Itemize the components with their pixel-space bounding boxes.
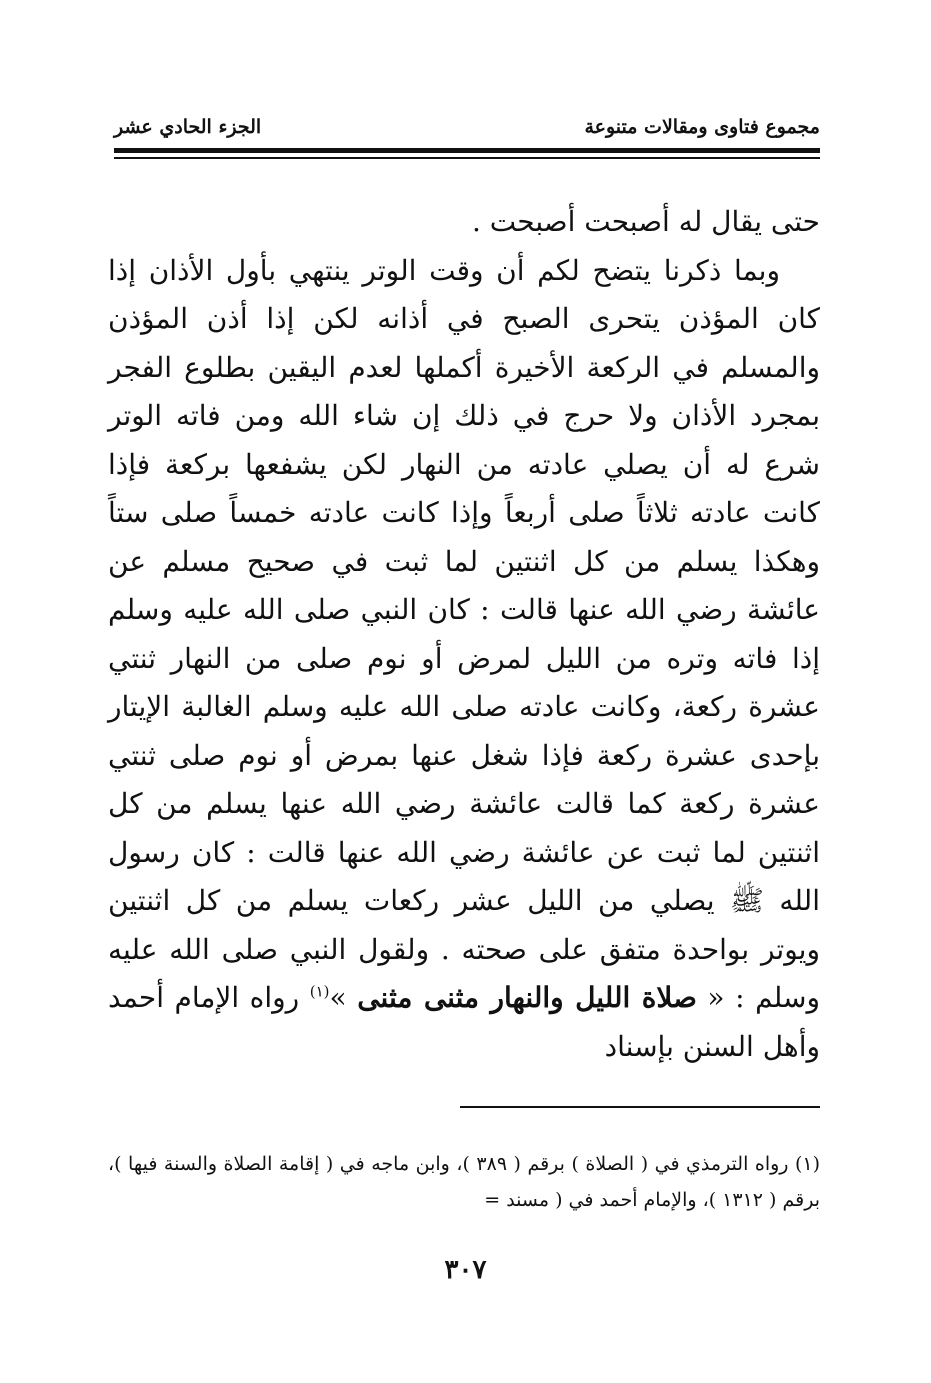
footnote-text: (١) رواه الترمذي في ( الصلاة ) برقم ( ٣٨٩ )، وابن ماجه في ( إقامة الصلاة والسنة فيها )، برقم ( ١٣١٢ )، والإمام أحمد في ( مسند = (108, 1153, 821, 1211)
running-header (114, 112, 820, 142)
footnote-reference: (١) (309, 982, 330, 1001)
paragraph-2-continuation: رواه الإمام أحمد وأهل السنن بإسناد (108, 981, 820, 1063)
main-text (108, 198, 820, 1071)
paragraph-2 (108, 247, 820, 1072)
volume-title: الجزء الحادي عشر (114, 116, 262, 138)
paragraph-2-text: وبما ذكرنا يتضح لكم أن وقت الوتر ينتهي بأول الأذان إذا كان المؤذن يتحرى الصبح في أذانه لكن إذا أذن المؤذن والمسلم في الركعة الأخيرة أكملها لعدم اليقين بطلوع الفجر بمجرد الأذان ولا حرج في ذلك إن شاء الله ومن فاته الوتر شرع له أن يصلي عادته من النهار لكن يشفعها بركعة فإذا كانت عادته ثلاثاً صلى أربعاً وإذا كانت عادته خمساً صلى ستاً وهكذا يسلم من كل اثنتين لما ثبت في صحيح مسلم عن عائشة رضي الله عنها قالت : كان النبي صلى الله عليه وسلم إذا فاته وتره من الليل لمرض أو نوم صلى من النهار ثنتي عشرة ركعة، وكانت عادته صلى الله عليه وسلم الغالبة الإيتار بإحدى عشرة ركعة فإذا شغل عنها بمرض أو نوم صلى ثنتي عشرة ركعة كما قالت عائشة رضي الله عنها يسلم من كل اثنتين لما ثبت عن عائشة رضي الله عنها قالت : كان رسول الله ﷺ يصلي من الليل عشر ركعات يسلم من كل اثنتين ويوتر بواحدة متفق على صحته . ولقول النبي صلى الله عليه وسلم : « (108, 253, 821, 1014)
hadith-quote: صلاة الليل والنهار مثنى مثنى (357, 981, 697, 1014)
book-title: مجموع فتاوى ومقالات متنوعة (584, 116, 820, 138)
paragraph-1: حتى يقال له أصبحت أصبحت . (471, 205, 820, 238)
closing-quote: » (329, 981, 347, 1014)
page-number: ٣٠٧ (444, 1255, 487, 1285)
footnote (108, 1146, 820, 1218)
footnote-divider (460, 1106, 820, 1108)
header-rule-thin (114, 157, 820, 159)
header-rule-thick (114, 148, 820, 153)
